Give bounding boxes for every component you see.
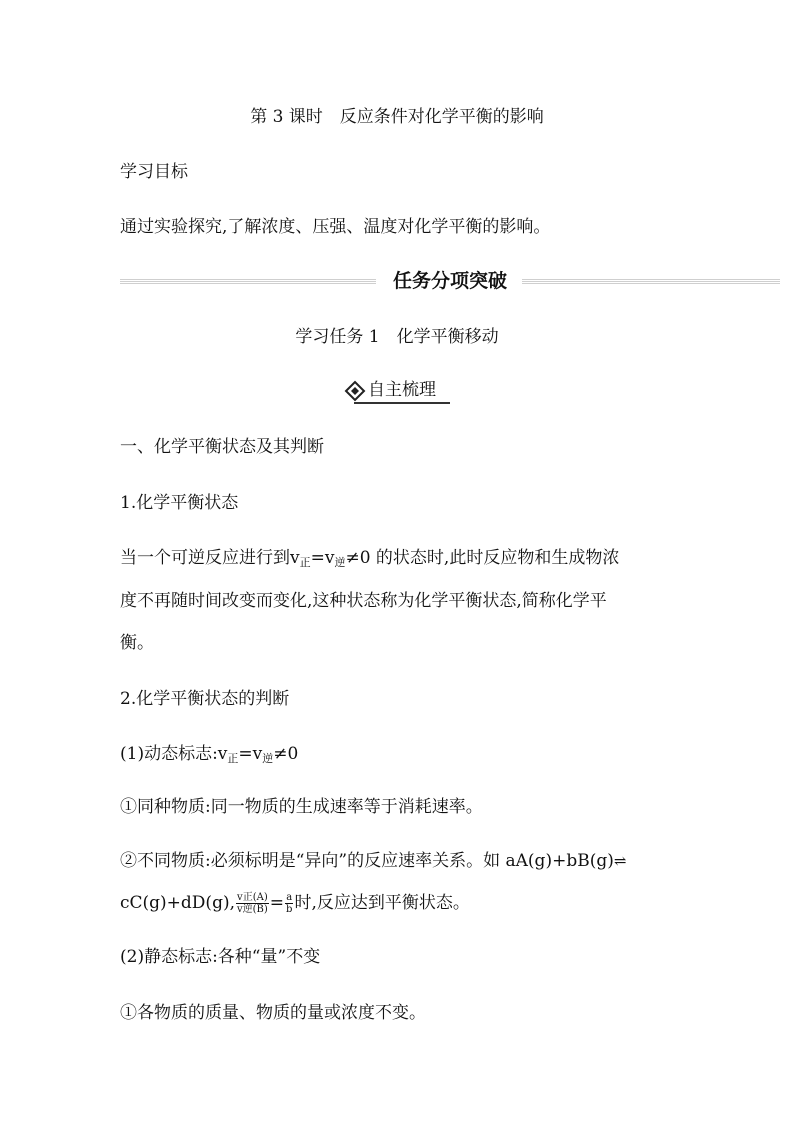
static-criteria-1: ①各物质的质量、物质的量或浓度不变。 (120, 1003, 426, 1023)
equilibrium-arrow: ⇌ (613, 852, 627, 870)
objective-text: 通过实验探究,了解浓度、压强、温度对化学平衡的影响。 (120, 217, 551, 237)
task-heading: 学习任务 1 化学平衡移动 (295, 327, 499, 347)
para1-line3: 衡。 (120, 633, 154, 653)
item-heading-2: 2.化学平衡状态的判断 (120, 689, 290, 709)
rate-ratio-fraction: $\frac{\text{v正(A)}}{\text{v逆(B)}}$ (236, 892, 268, 915)
section-banner (120, 268, 780, 294)
section-heading: 一、化学平衡状态及其判断 (120, 437, 324, 457)
dynamic-criteria-2-line1: ②不同物质:必须标明是“异向”的反应速率关系。如 aA(g)+bB(g)⇌ (120, 851, 627, 871)
item-heading-1: 1.化学平衡状态 (120, 493, 239, 513)
objective-heading: 学习目标 (120, 162, 188, 182)
static-criteria: (2)静态标志:各种“量”不变 (120, 947, 321, 967)
dynamic-criteria: (1)动态标志$:v_正=v_逆\ne 0$ (120, 744, 299, 765)
dynamic-criteria-1: ①同种物质:同一物质的生成速率等于消耗速率。 (120, 797, 483, 817)
coefficient-ratio-fraction: $\frac{a}{b}$ (286, 892, 293, 915)
subsection-tag-underline (354, 402, 450, 404)
para1-line2: 度不再随时间改变而变化,这种状态称为化学平衡状态,简称化学平 (120, 591, 607, 611)
banner-title: 任务分项突破 (392, 270, 507, 292)
diamond-pencil-icon (344, 380, 366, 402)
page-title: 第 3 课时 反应条件对化学平衡的影响 (250, 107, 544, 127)
dynamic-criteria-2-line2: cC(g)+dD(g), $\frac{\text{v正(A)}}{\text{v逆(B)}}$ = $\frac{a}{b}$ 时,反应达到平衡状态。 (120, 892, 470, 915)
banner-rule-left (120, 278, 376, 284)
para1-line1: 当一个可逆反应进行到$v_正=v_逆\ne 0$ 的状态时,此时反应物和生成物浓 (120, 548, 620, 569)
banner-rule-right (522, 278, 780, 284)
subsection-tag-label: 自主梳理 (368, 380, 436, 400)
